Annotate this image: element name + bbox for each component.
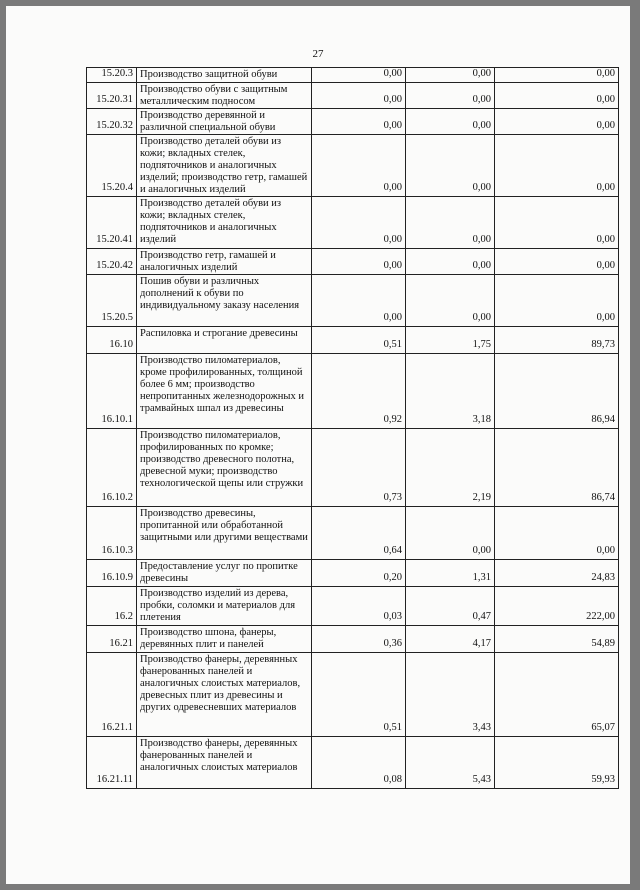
row-name: Производство защитной обуви	[137, 68, 312, 83]
row-code: 15.20.31	[87, 83, 137, 109]
row-value-3: 0,00	[495, 507, 619, 560]
row-value-3: 24,83	[495, 560, 619, 587]
row-value-1: 0,51	[312, 327, 406, 354]
table-row	[87, 275, 619, 327]
table-body	[87, 68, 619, 789]
row-value-1: 0,20	[312, 560, 406, 587]
row-code: 16.10.3	[87, 507, 137, 560]
row-code: 16.10.1	[87, 354, 137, 429]
row-value-3: 0,00	[495, 83, 619, 109]
row-value-2: 0,00	[406, 68, 495, 83]
row-value-2: 0,00	[406, 197, 495, 249]
table-row	[87, 135, 619, 197]
row-code: 16.10	[87, 327, 137, 354]
row-value-1: 0,00	[312, 249, 406, 275]
row-name: Производство изделий из дерева, пробки, соломки и материалов для плетения	[137, 587, 312, 626]
row-name: Производство обуви с защитным металлическим подносом	[137, 83, 312, 109]
row-name: Производство деревянной и различной специальной обуви	[137, 109, 312, 135]
table-row	[87, 68, 619, 83]
row-value-1: 0,36	[312, 626, 406, 653]
row-value-1: 0,03	[312, 587, 406, 626]
row-value-1: 0,08	[312, 737, 406, 789]
row-name: Производство древесины, пропитанной или обработанной защитными или другими веществами	[137, 507, 312, 560]
row-value-3: 0,00	[495, 249, 619, 275]
table-row	[87, 249, 619, 275]
row-value-2: 1,75	[406, 327, 495, 354]
document-page	[6, 6, 630, 884]
row-value-2: 0,00	[406, 249, 495, 275]
row-value-2: 0,00	[406, 83, 495, 109]
row-value-3: 86,74	[495, 429, 619, 507]
table-row	[87, 737, 619, 789]
row-value-3: 59,93	[495, 737, 619, 789]
table-row	[87, 587, 619, 626]
row-code: 15.20.32	[87, 109, 137, 135]
row-value-3: 222,00	[495, 587, 619, 626]
row-name: Производство шпона, фанеры, деревянных плит и панелей	[137, 626, 312, 653]
row-value-2: 3,18	[406, 354, 495, 429]
row-value-2: 0,47	[406, 587, 495, 626]
row-value-1: 0,51	[312, 653, 406, 737]
table-row	[87, 429, 619, 507]
row-name: Производство гетр, гамашей и аналогичных изделий	[137, 249, 312, 275]
row-name: Производство деталей обуви из кожи; вкладных стелек, подпяточников и аналогичных изделий; производство гетр, гамашей и аналогичных изделий	[137, 135, 312, 197]
row-code: 15.20.41	[87, 197, 137, 249]
row-value-1: 0,92	[312, 354, 406, 429]
row-name: Производство деталей обуви из кожи; вкладных стелек, подпяточников и аналогичных изделий	[137, 197, 312, 249]
row-code: 15.20.5	[87, 275, 137, 327]
row-code: 16.10.2	[87, 429, 137, 507]
row-value-3: 0,00	[495, 109, 619, 135]
row-value-1: 0,00	[312, 109, 406, 135]
row-code: 15.20.4	[87, 135, 137, 197]
row-value-3: 0,00	[495, 68, 619, 83]
row-value-3: 0,00	[495, 197, 619, 249]
row-value-2: 3,43	[406, 653, 495, 737]
page-number: 27	[312, 48, 324, 60]
table-row	[87, 354, 619, 429]
row-value-2: 0,00	[406, 275, 495, 327]
row-code: 16.10.9	[87, 560, 137, 587]
row-value-2: 1,31	[406, 560, 495, 587]
row-value-1: 0,00	[312, 68, 406, 83]
table-row	[87, 653, 619, 737]
row-name: Пошив обуви и различных дополнений к обуви по индивидуальному заказу населения	[137, 275, 312, 327]
data-table	[86, 67, 619, 789]
row-code: 16.21.1	[87, 653, 137, 737]
table-row	[87, 560, 619, 587]
row-value-3: 65,07	[495, 653, 619, 737]
table-row	[87, 197, 619, 249]
table-row	[87, 507, 619, 560]
row-value-2: 0,00	[406, 135, 495, 197]
row-name: Предоставление услуг по пропитке древесины	[137, 560, 312, 587]
row-value-3: 0,00	[495, 275, 619, 327]
row-value-2: 0,00	[406, 109, 495, 135]
row-value-1: 0,00	[312, 83, 406, 109]
row-name: Производство фанеры, деревянных фанерованных панелей и аналогичных слоистых материалов	[137, 737, 312, 789]
row-name: Производство пиломатериалов, кроме профилированных, толщиной более 6 мм; производство непропитанных железнодорожных и трамвайных шпал из древесины	[137, 354, 312, 429]
row-code: 15.20.3	[87, 68, 137, 83]
row-value-1: 0,00	[312, 135, 406, 197]
row-name: Производство пиломатериалов, профилированных по кромке; производство древесного полотна, древесной муки; производство технологической щепы или стружки	[137, 429, 312, 507]
row-value-3: 54,89	[495, 626, 619, 653]
table-row	[87, 83, 619, 109]
row-value-1: 0,00	[312, 275, 406, 327]
row-value-2: 5,43	[406, 737, 495, 789]
row-code: 16.21.11	[87, 737, 137, 789]
row-name: Распиловка и строгание древесины	[137, 327, 312, 354]
row-value-1: 0,64	[312, 507, 406, 560]
table-row	[87, 327, 619, 354]
row-code: 16.21	[87, 626, 137, 653]
table-row	[87, 626, 619, 653]
row-value-3: 0,00	[495, 135, 619, 197]
row-value-3: 86,94	[495, 354, 619, 429]
row-value-2: 2,19	[406, 429, 495, 507]
row-value-2: 4,17	[406, 626, 495, 653]
row-value-2: 0,00	[406, 507, 495, 560]
row-name: Производство фанеры, деревянных фанерованных панелей и аналогичных слоистых материалов, древесных плит из древесины и других одревесневших материалов	[137, 653, 312, 737]
row-value-3: 89,73	[495, 327, 619, 354]
row-value-1: 0,00	[312, 197, 406, 249]
row-code: 16.2	[87, 587, 137, 626]
table-row	[87, 109, 619, 135]
row-value-1: 0,73	[312, 429, 406, 507]
row-code: 15.20.42	[87, 249, 137, 275]
